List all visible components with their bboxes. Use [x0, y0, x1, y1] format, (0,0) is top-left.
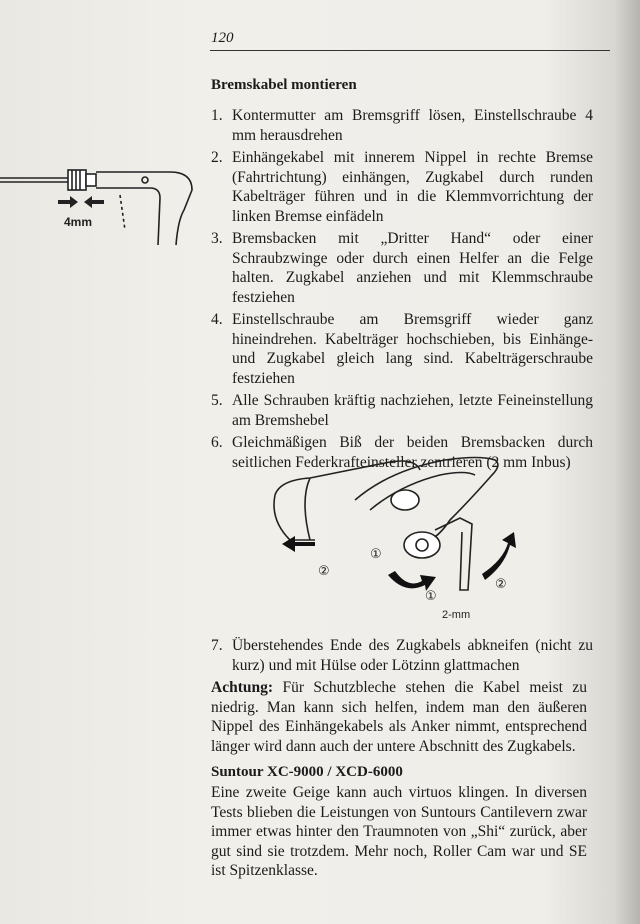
- step-6: 6. Gleichmäßigen Biß der beiden Bremsbacken durch seitlichen Federkrafteinsteller zentrieren (2 mm Inbus): [211, 434, 593, 471]
- instruction-steps: [211, 106, 593, 475]
- step-4: 4. Einstellschraube am Bremsgriff wieder ganz hineindrehen. Kabelträger hochschieben, bis Einhänge- und Zugkabel gleich lang sind. Kabelträgerschraube festziehen: [211, 311, 593, 387]
- note-label: Achtung:: [211, 679, 274, 696]
- brake-lever-figure: [0, 150, 200, 260]
- step-7: 7. Überstehendes Ende des Zugkabels abkneifen (nicht zu kurz) und mit Hülse oder Lötzinn glattmachen: [211, 637, 593, 674]
- label-circle-1-upper: ①: [370, 546, 382, 561]
- product-subheading: Suntour XC-9000 / XCD-6000: [211, 764, 403, 780]
- page-number: 120: [211, 30, 234, 46]
- step-2: 2. Einhängekabel mit innerem Nippel in rechte Bremse (Fahrtrichtung) einhängen, Zugkabel durch runden Kabelträger führen und in die Klemmvorrichtung der linken Bremse einfädeln: [211, 149, 593, 225]
- note-text: Für Schutzbleche stehen die Kabel meist zu niedrig. Man kann sich helfen, indem man den äußeren Nippel des Einhängekabels als Anker nimmt, entsprechend länger wird dann auch der untere Abschnitt des Zugkabels.: [211, 679, 587, 755]
- cantilever-brake-figure: [270, 440, 540, 620]
- label-circle-2-right: ②: [495, 576, 507, 591]
- section-heading: Bremskabel montieren: [211, 77, 357, 93]
- step-3: 3. Bremsbacken mit „Dritter Hand“ oder einer Schraubzwinge oder durch einen Helfer an die Felge halten. Zugkabel anziehen und mit Klemmschraube festziehen: [211, 230, 593, 306]
- step-5: 5. Alle Schrauben kräftig nachziehen, letzte Feineinstellung am Bremshebel: [211, 392, 593, 429]
- label-2mm: 2-mm: [442, 609, 471, 620]
- label-circle-1-lower: ①: [425, 588, 437, 603]
- warning-note: [211, 678, 587, 756]
- body-paragraph: Eine zweite Geige kann auch virtuos klingen. In diversen Tests blieben die Leistungen von Suntours Cantilevern zwar immer etwas hinter den Traumnoten von „Shi“ zurück, aber gut sind sie trotzdem. Mehr noch, Roller Cam war und SE ist Spitzenklasse.: [211, 784, 587, 879]
- label-circle-2-left: ②: [318, 563, 330, 578]
- instruction-steps-continued: [211, 636, 593, 675]
- side-figure-label: 4mm: [64, 215, 93, 229]
- step-1: 1. Kontermutter am Bremsgriff lösen, Einstellschraube 4 mm herausdrehen: [211, 107, 593, 144]
- header-rule: [210, 50, 610, 51]
